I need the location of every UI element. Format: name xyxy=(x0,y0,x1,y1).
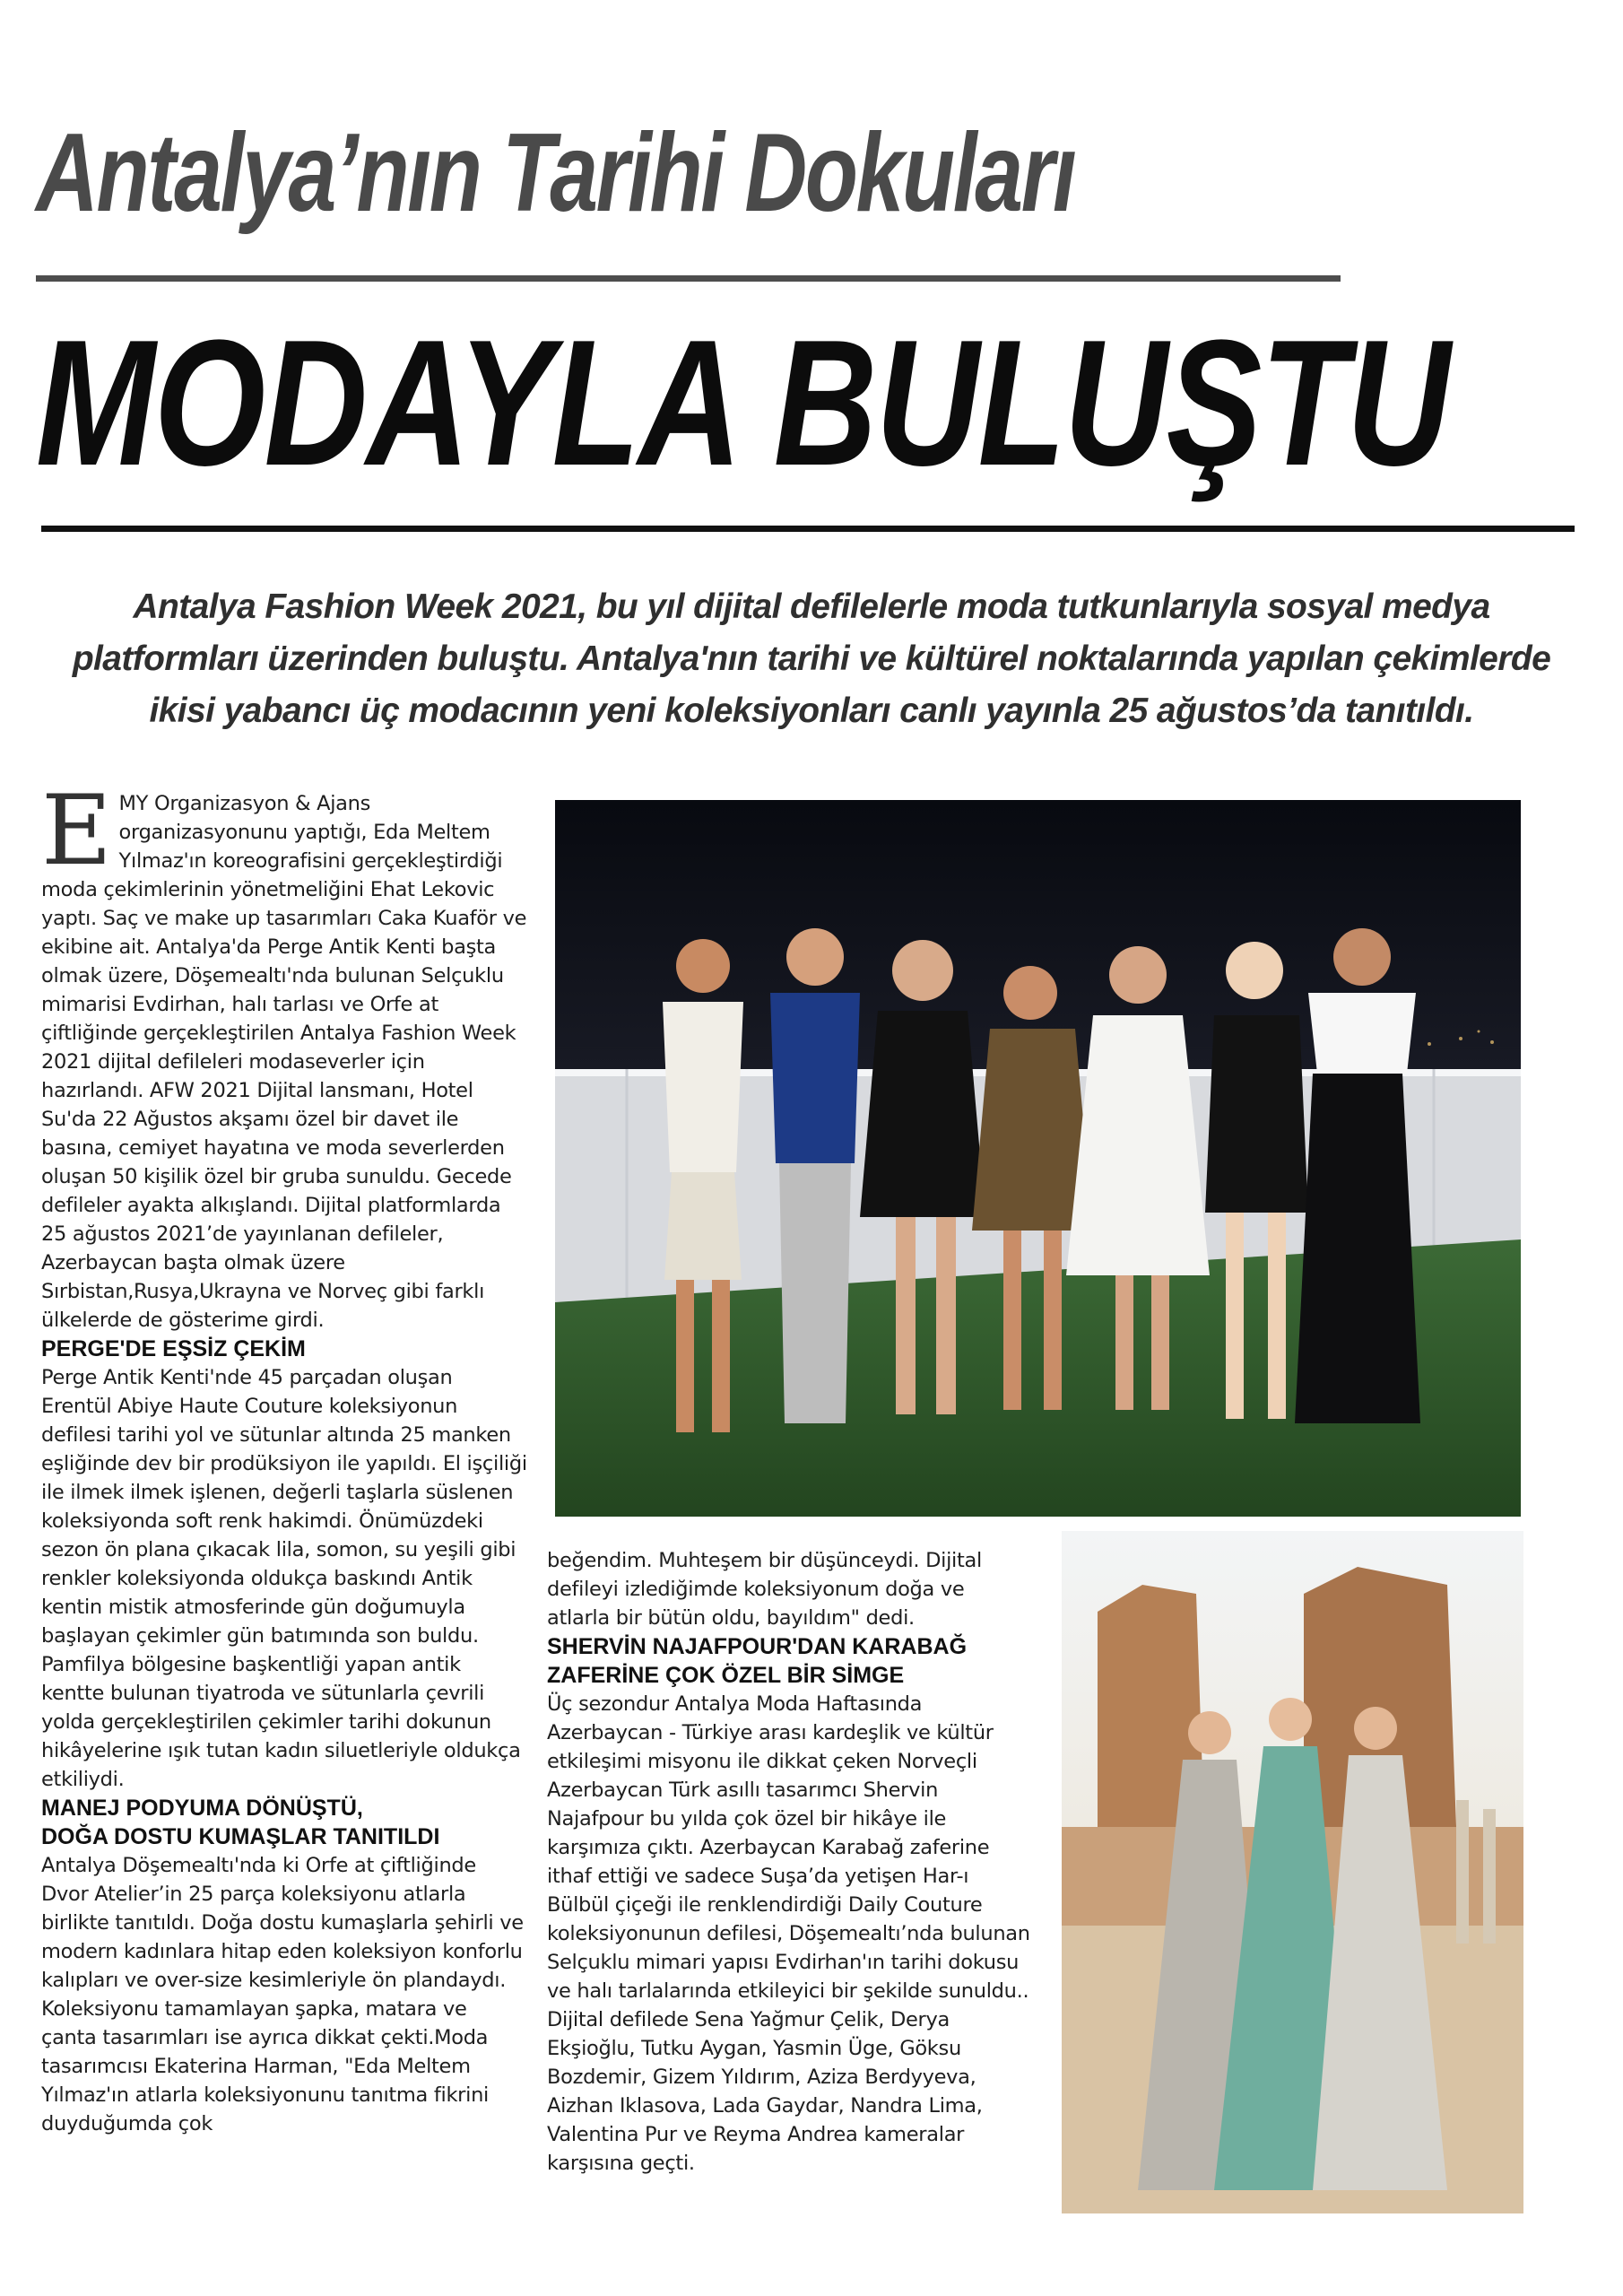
headline-line1: Antalya’nın Tarihi Dokuları xyxy=(36,111,1075,235)
group-photo-illustration xyxy=(555,800,1521,1517)
models-ruins-photo xyxy=(1062,1531,1523,2213)
article-column-1 xyxy=(41,775,527,2138)
subheading-shervin-line1: SHERVİN NAJAFPOUR'DAN KARABAĞ xyxy=(547,1634,968,1659)
lead-paragraph: Antalya Fashion Week 2021, bu yıl dijital defilelerle moda tutkunlarıyla sosyal medya platformları üzerinden buluştu. Antalya'nın tarihi ve kültürel noktalarında yapılan çekimlerde ikisi yabancı üç modacının yeni koleksiyonları canlı yayınla 25 ağustos’da tanıtıldı. xyxy=(72,587,1551,730)
headline-rule-bottom xyxy=(41,526,1575,532)
models-ruins-illustration xyxy=(1062,1531,1523,2213)
article-column-2 xyxy=(547,1546,1031,2178)
subheading-shervin-line2: ZAFERİNE ÇOK ÖZEL BİR SİMGE xyxy=(547,1663,905,1688)
intro-paragraph xyxy=(41,775,527,1335)
intro-text: MY Organizasyon & Ajans organizasyonunu yaptığı, Eda Meltem Yılmaz'ın koreografisini gerçekleştirdiği moda çekimlerinin yönetmeliğini Ehat Lekovic yaptı. Saç ve make up tasarımları Caka Kuaför ve ekibine ait. Antalya'da Perge Antik Kenti başta olmak üzere, Döşemealtı'nda bulunan Selçuklu mimarisi Evdirhan, halı tarlası ve Orfe at çiftliğinde gerçekleştirilen Antalya Fashion Week 2021 dijital defileleri modaseverler için hazırlandı. AFW 2021 Dijital lansmanı, Hotel Su'da 22 Ağustos akşamı özel bir davet ile basına, cemiyet hayatına ve moda severlerden oluşan 50 kişilik özel bir gruba sunuldu. Gecede defileler ayakta alkışlandı. Dijital platformlarda 25 ağustos 2021’de yayınlanan defileler, Azerbaycan başta olmak üzere Sırbistan,Rusya,Ukrayna ve Norveç gibi farklı ülkelerde de gösterime girdi. xyxy=(41,792,527,1332)
drop-cap: E xyxy=(41,775,112,887)
headline-rule-top xyxy=(36,275,1341,282)
continued-paragraph: beğendim. Muhteşem bir düşünceydi. Dijital defileyi izlediğimde koleksiyonum doğa ve atlarla bir bütün oldu, bayıldım" dedi. xyxy=(547,1549,982,1630)
subheading-manej-line2: DOĞA DOSTU KUMAŞLAR TANITILDI xyxy=(41,1824,440,1849)
group-photo-night xyxy=(555,800,1521,1517)
subheading-perge: PERGE'DE EŞSİZ ÇEKİM xyxy=(41,1336,306,1361)
manej-paragraph: Antalya Döşemealtı'nda ki Orfe at çiftliğinde Dvor Atelier’in 25 parça koleksiyonu atlarla birlikte tanıtıldı. Doğa dostu kumaşlarla şehirli ve modern kadınlara hitap eden koleksiyon konforlu kalıpları ve over-size kesimleriyle ön plandaydı. Koleksiyonu tamamlayan şapka, matara ve çanta tasarımları ise ayrıca dikkat çekti.Moda tasarımcısı Ekaterina Harman, "Eda Meltem Yılmaz'ın atlarla koleksiyonunu tanıtma fikrini duyduğumda çok xyxy=(41,1854,524,2135)
perge-paragraph: Perge Antik Kenti'nde 45 parçadan oluşan Erentül Abiye Haute Couture koleksiyonun defilesi tarihi yol ve sütunlar altında 25 manken eşliğinde dev bir prodüksiyon ile yapıldı. El işçiliği ile ilmek ilmek işlenen, değerli taşlarla süslenen koleksiyonda soft renk hakimdi. Önümüzdeki sezon ön plana çıkacak lila, somon, su yeşili gibi renkler koleksiyonda oldukça baskındı Antik kentin mistik atmosferinde gün doğumuyla başlayan çekimler gün batımında son buldu. Pamfilya bölgesine başkentliği yapan antik kentte bulunan tiyatroda ve sütunlarla çevrili yolda gerçekleştirilen çekimler tarihi dokunun hikâyelerine ışık tutan kadın siluetleriyle oldukça etkiliydi. xyxy=(41,1366,527,1791)
shervin-paragraph: Üç sezondur Antalya Moda Haftasında Azerbaycan - Türkiye arası kardeşlik ve kültür etkileşimi misyonu ile dikkat çeken Norveçli Azerbaycan Türk asıllı tasarımcı Shervin Najafpour bu yılda çok özel bir hikâye ile karşımıza çıktı. Azerbaycan Karabağ zaferine ithaf ettiği ve sadece Suşa’da yetişen Har-ı Bülbül çiçeği ile renklendirdiği Daily Couture koleksiyonunun defilesi, Döşemealtı’nda bulunan Selçuklu mimari yapısı Evdirhan'ın tarihi dokusu ve halı tarlalarında etkileyici bir şekilde sunuldu.. Dijital defilede Sena Yağmur Çelik, Derya Ekşioğlu, Tutku Aygan, Yasmin Üge, Göksu Bozdemir, Gizem Yıldırım, Aziza Berdyyeva, Aizhan Iklasova, Lada Gaydar, Nandra Lima, Valentina Pur ve Reyma Andrea kameralar karşısına geçti. xyxy=(547,1692,1030,2175)
headline-line2: MODAYLA BULUŞTU xyxy=(36,303,1449,503)
subheading-manej-line1: MANEJ PODYUMA DÖNÜŞTÜ, xyxy=(41,1796,363,1821)
